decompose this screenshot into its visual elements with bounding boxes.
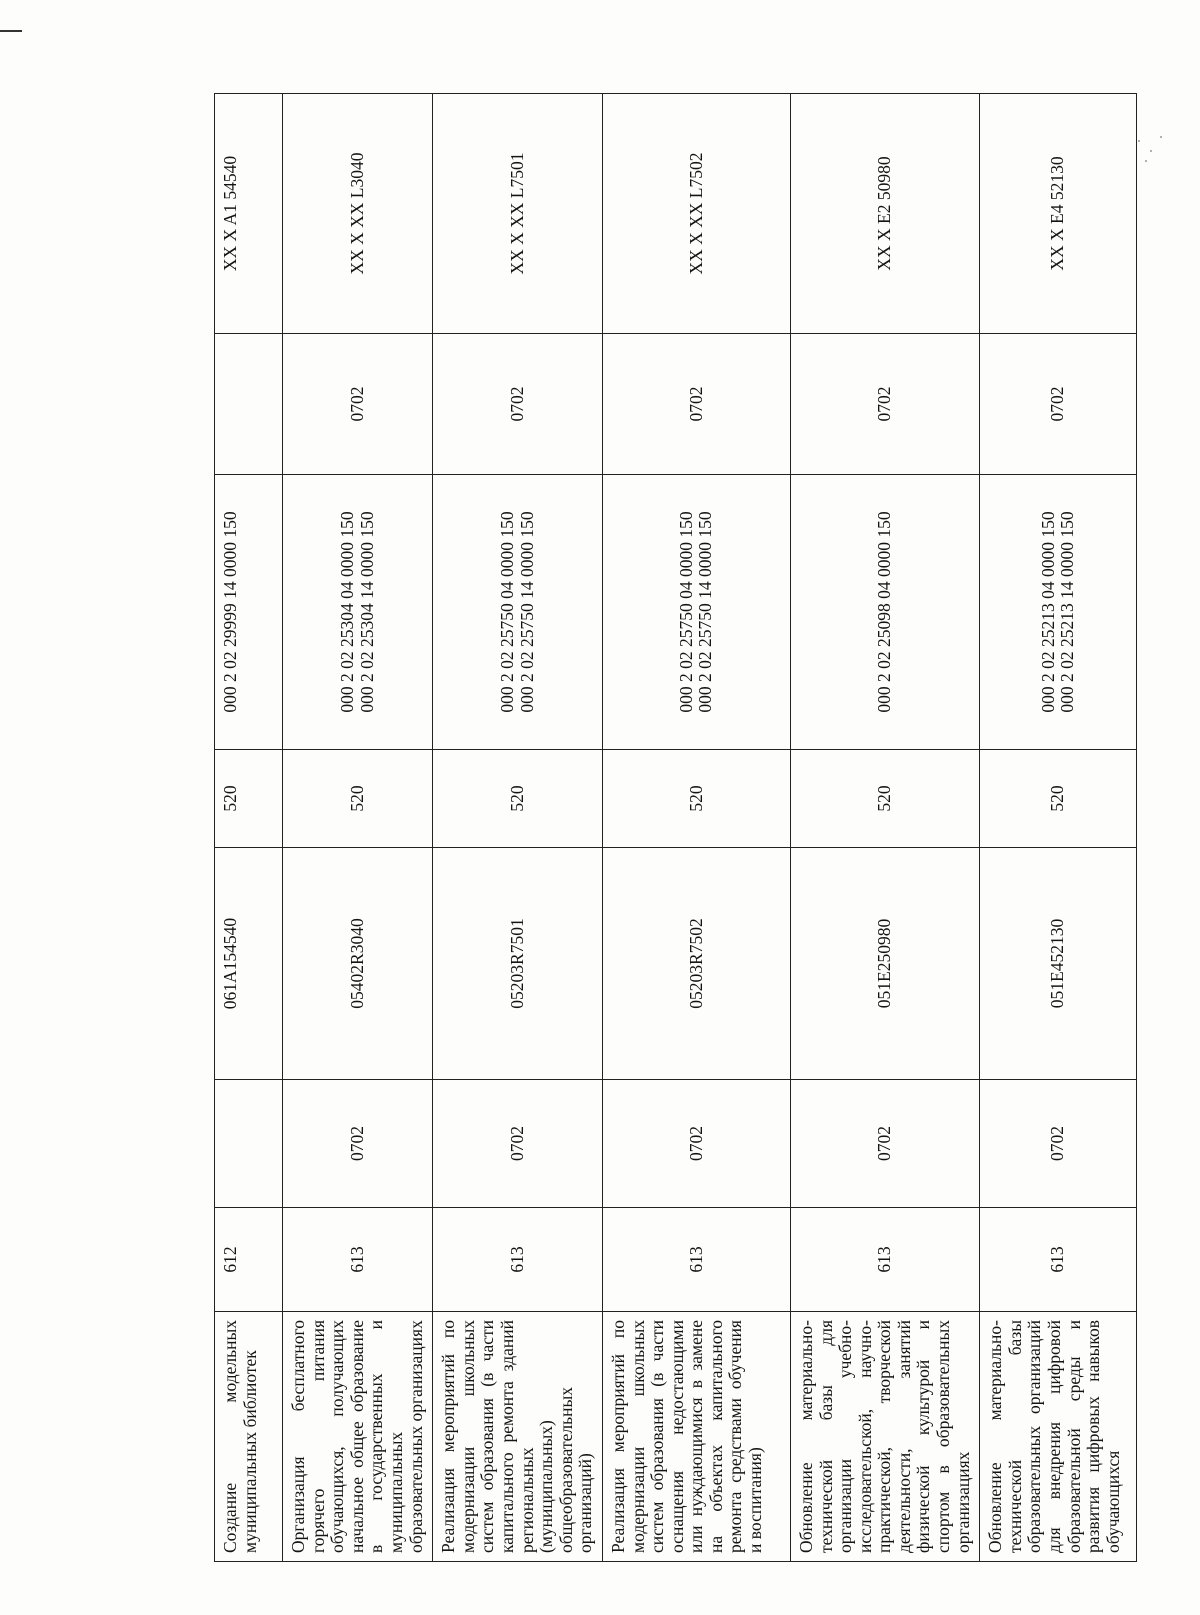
table-row (602, 94, 790, 1562)
cell-section: 0702 (980, 1080, 1137, 1208)
income-code-line: 000 2 02 25213 14 0000 150 (1057, 511, 1078, 713)
cell-income-code (433, 475, 603, 750)
cell-section (215, 1080, 283, 1208)
income-code-line: 000 2 02 25750 14 0000 150 (695, 511, 716, 713)
cell-expense-type: 613 (980, 1208, 1137, 1312)
cell-purpose-code: XX X E2 50980 (790, 94, 979, 334)
scan-edge-mark (0, 30, 22, 32)
cell-section: 0702 (433, 1080, 603, 1208)
cell-purpose-code: XX X XX L7502 (602, 94, 790, 334)
cell-target-article: 05203R7501 (433, 848, 603, 1080)
income-code-line: 000 2 02 25750 04 0000 150 (496, 511, 517, 713)
budget-correspondence-table (214, 93, 1137, 1562)
income-code-line: 000 2 02 25213 04 0000 150 (1037, 511, 1058, 713)
cell-target-article: 061A154540 (215, 848, 283, 1080)
cell-department: 520 (790, 750, 979, 848)
income-code-line: 000 2 02 29999 14 0000 150 (220, 511, 240, 713)
scan-speck (1138, 140, 1140, 142)
cell-section-2: 0702 (790, 334, 979, 475)
cell-section: 0702 (790, 1080, 979, 1208)
cell-income-code (790, 475, 979, 750)
cell-event-name: Реализация мероприятий по модернизации школьных систем образования (в части оснащения недостающими или нуждающимися в замене на объектах капитального ремонта средствами обучения и воспитания) (602, 1312, 790, 1562)
cell-income-code (283, 475, 433, 750)
cell-purpose-code: XX X A1 54540 (215, 94, 283, 334)
cell-expense-type: 613 (433, 1208, 603, 1312)
cell-section-2: 0702 (602, 334, 790, 475)
scan-speck (1160, 136, 1162, 138)
rotated-page (214, 94, 1123, 1562)
scan-speck (1145, 160, 1147, 162)
cell-department: 520 (980, 750, 1137, 848)
table-row (433, 94, 603, 1562)
cell-event-name: Создание модельных муниципальных библиотек (215, 1312, 283, 1562)
cell-section-2: 0702 (980, 334, 1137, 475)
cell-section-2: 0702 (433, 334, 603, 475)
cell-section-2: 0702 (283, 334, 433, 475)
cell-event-name: Организация бесплатного горячего питания обучающихся, получающих начальное общее образование в государственных и муниципальных образовательных организациях (283, 1312, 433, 1562)
cell-income-code (980, 475, 1137, 750)
cell-department: 520 (433, 750, 603, 848)
cell-section: 0702 (283, 1080, 433, 1208)
cell-income-code (215, 475, 283, 750)
income-code-line: 000 2 02 25750 14 0000 150 (516, 511, 537, 713)
cell-department: 520 (602, 750, 790, 848)
cell-purpose-code: XX X XX L3040 (283, 94, 433, 334)
cell-event-name: Обновление материально-технической базы для организации учебно-исследовательской, научно-практической, творческой деятельности, занятий физической культурой и спортом в образовательных организациях (790, 1312, 979, 1562)
cell-expense-type: 612 (215, 1208, 283, 1312)
cell-department: 520 (215, 750, 283, 848)
scan-speck (1150, 150, 1152, 152)
table-row (980, 94, 1137, 1562)
cell-event-name: Реализация мероприятий по модернизации школьных систем образования (в части капитального ремонта зданий региональных (муниципальных) общеобразовательных организаций) (433, 1312, 603, 1562)
income-code-line: 000 2 02 25098 04 0000 150 (874, 511, 895, 713)
cell-section-2 (215, 334, 283, 475)
table-row (790, 94, 979, 1562)
income-code-line: 000 2 02 25750 04 0000 150 (675, 511, 696, 713)
cell-expense-type: 613 (790, 1208, 979, 1312)
cell-purpose-code: XX X E4 52130 (980, 94, 1137, 334)
cell-target-article: 05402R3040 (283, 848, 433, 1080)
cell-income-code (602, 475, 790, 750)
cell-expense-type: 613 (602, 1208, 790, 1312)
cell-event-name: Обновление материально-технической базы образовательных организаций для внедрения цифровой образовательной среды и развития цифровых навыков обучающихся (980, 1312, 1137, 1562)
table-row (215, 94, 283, 1562)
income-code-line: 000 2 02 25304 14 0000 150 (356, 511, 377, 713)
income-code-line: 000 2 02 25304 04 0000 150 (336, 511, 357, 713)
cell-expense-type: 613 (283, 1208, 433, 1312)
cell-section: 0702 (602, 1080, 790, 1208)
cell-target-article: 05203R7502 (602, 848, 790, 1080)
cell-department: 520 (283, 750, 433, 848)
table-row (283, 94, 433, 1562)
cell-target-article: 051E250980 (790, 848, 979, 1080)
cell-target-article: 051E452130 (980, 848, 1137, 1080)
cell-purpose-code: XX X XX L7501 (433, 94, 603, 334)
